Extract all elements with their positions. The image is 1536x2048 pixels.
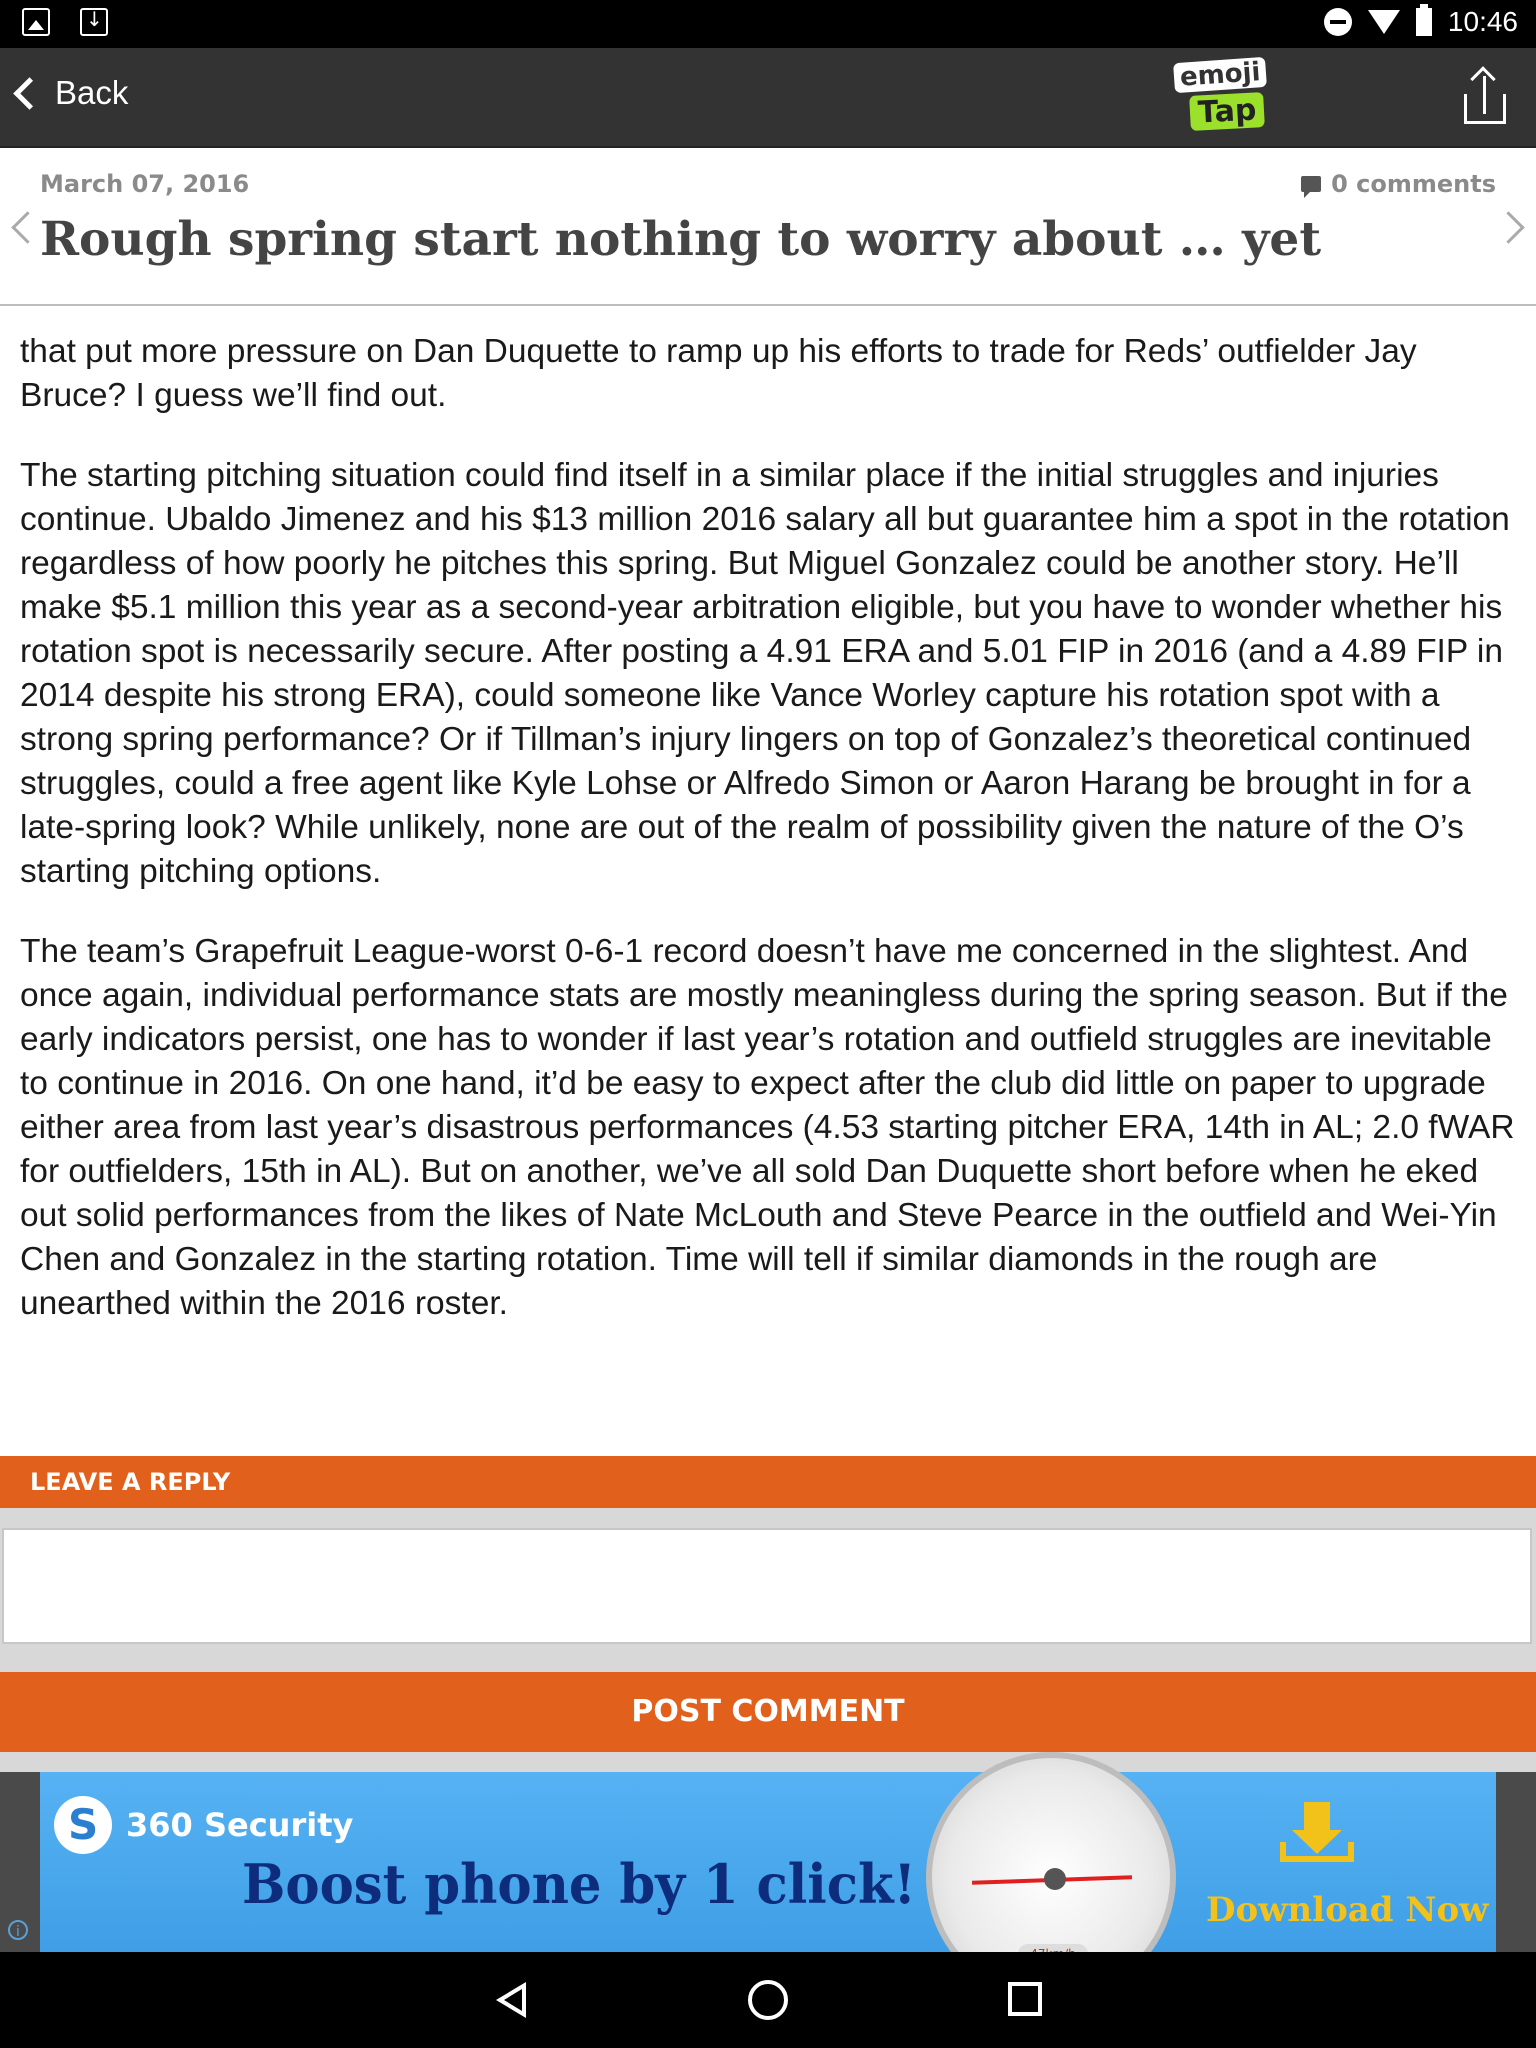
system-icons: [1324, 6, 1518, 38]
app-bar: [0, 48, 1536, 148]
notification-icons: [22, 8, 108, 36]
wifi-icon: [1368, 10, 1400, 34]
download-now-button[interactable]: Download Now: [1206, 1890, 1489, 1930]
logo-text-bottom: Tap: [1189, 92, 1265, 131]
next-article-chevron-icon[interactable]: [1492, 211, 1525, 244]
logo-text-top: emoji: [1173, 57, 1267, 93]
navigation-bar: [0, 1952, 1536, 2048]
back-label: Back: [55, 74, 129, 111]
download-icon: [1280, 1802, 1354, 1862]
clock: 10:46: [1447, 6, 1518, 37]
reply-area: [0, 1508, 1536, 1672]
article-date: March 07, 2016: [40, 170, 250, 198]
comments-link[interactable]: [1301, 170, 1496, 198]
back-button[interactable]: [18, 74, 128, 112]
article-body: [20, 270, 1520, 1362]
ad-info-icon[interactable]: i: [8, 1920, 28, 1940]
do-not-disturb-icon: [1324, 8, 1352, 36]
chevron-left-icon: [13, 77, 46, 110]
comments-count: 0 comments: [1331, 170, 1496, 198]
share-button[interactable]: [1464, 70, 1506, 124]
paragraph: The team’s Grapefruit League-worst 0-6-1 record doesn’t have me concerned in the slightest. And once again, individual performance stats are mostly meaningless during the spring season. But if the early indicators persist, one has to wonder if last year’s rotation and outfield struggles are inevitable to continue in 2016. On one hand, it’d be easy to expect after the club did little on paper to upgrade either area from last year’s disastrous performances (4.53 starting pitcher ERA, 14th in AL; 2.0 fWAR for outfielders, 15th in AL). But on another, we’ve all sold Dan Duquette short before when he eked out solid performances from the likes of Nate McLouth and Steve Pearce in the outfield and Wei-Yin Chen and Gonzalez in the starting rotation. Time will tell if similar diamonds in the rough are unearthed within the 2016 roster.: [20, 933, 1515, 1322]
security-shield-logo-icon: [54, 1796, 112, 1854]
post-comment-button[interactable]: POST COMMENT: [0, 1672, 1536, 1752]
ad-headline: Boost phone by 1 click!: [242, 1852, 917, 1916]
comment-input[interactable]: [2, 1528, 1532, 1644]
nav-recents-icon[interactable]: [1008, 1982, 1042, 2016]
nav-home-icon[interactable]: [748, 1980, 788, 2020]
status-bar: [0, 0, 1536, 48]
article-title: Rough spring start nothing to worry about … yet: [40, 212, 1322, 267]
article-header: [0, 148, 1536, 306]
nav-back-icon[interactable]: [496, 1982, 526, 2018]
paragraph: that put more pressure on Dan Duquette to ramp up his efforts to trade for Reds’ outfielder Jay Bruce? I guess we’ll find out.: [20, 333, 1417, 414]
image-notification-icon: [22, 8, 50, 36]
ad-brand: 360 Security: [126, 1806, 354, 1844]
previous-article-chevron-icon[interactable]: [11, 211, 44, 244]
leave-reply-header: [0, 1456, 1536, 1508]
paragraph: The starting pitching situation could find itself in a similar place if the initial struggles and injuries continue. Ubaldo Jimenez and his $13 million 2016 salary all but guarantee him a spot in the rotation regardless of how poorly he pitches this spring. But Miguel Gonzalez could be another story. He’ll make $5.1 million this year as a second-year arbitration eligible, but you have to wonder whether his rotation spot is necessarily secure. After posting a 4.91 ERA and 5.01 FIP in 2016 (and a 4.89 FIP in 2014 despite his strong ERA), could someone like Vance Worley capture his rotation spot with a strong spring performance? Or if Tillman’s injury lingers on top of Gonzalez’s theoretical continued struggles, could a free agent like Kyle Lohse or Alfredo Simon or Aaron Harang be brought in for a late-spring look? While unlikely, none are out of the realm of possibility given the nature of the O’s starting pitching options.: [20, 457, 1510, 890]
download-notification-icon: [80, 8, 108, 36]
comment-bubble-icon: [1301, 176, 1321, 192]
leave-reply-label: LEAVE A REPLY: [30, 1468, 231, 1496]
emoji-tap-logo: [1168, 56, 1272, 136]
battery-icon: [1416, 8, 1432, 36]
ad-banner[interactable]: [40, 1772, 1496, 1952]
